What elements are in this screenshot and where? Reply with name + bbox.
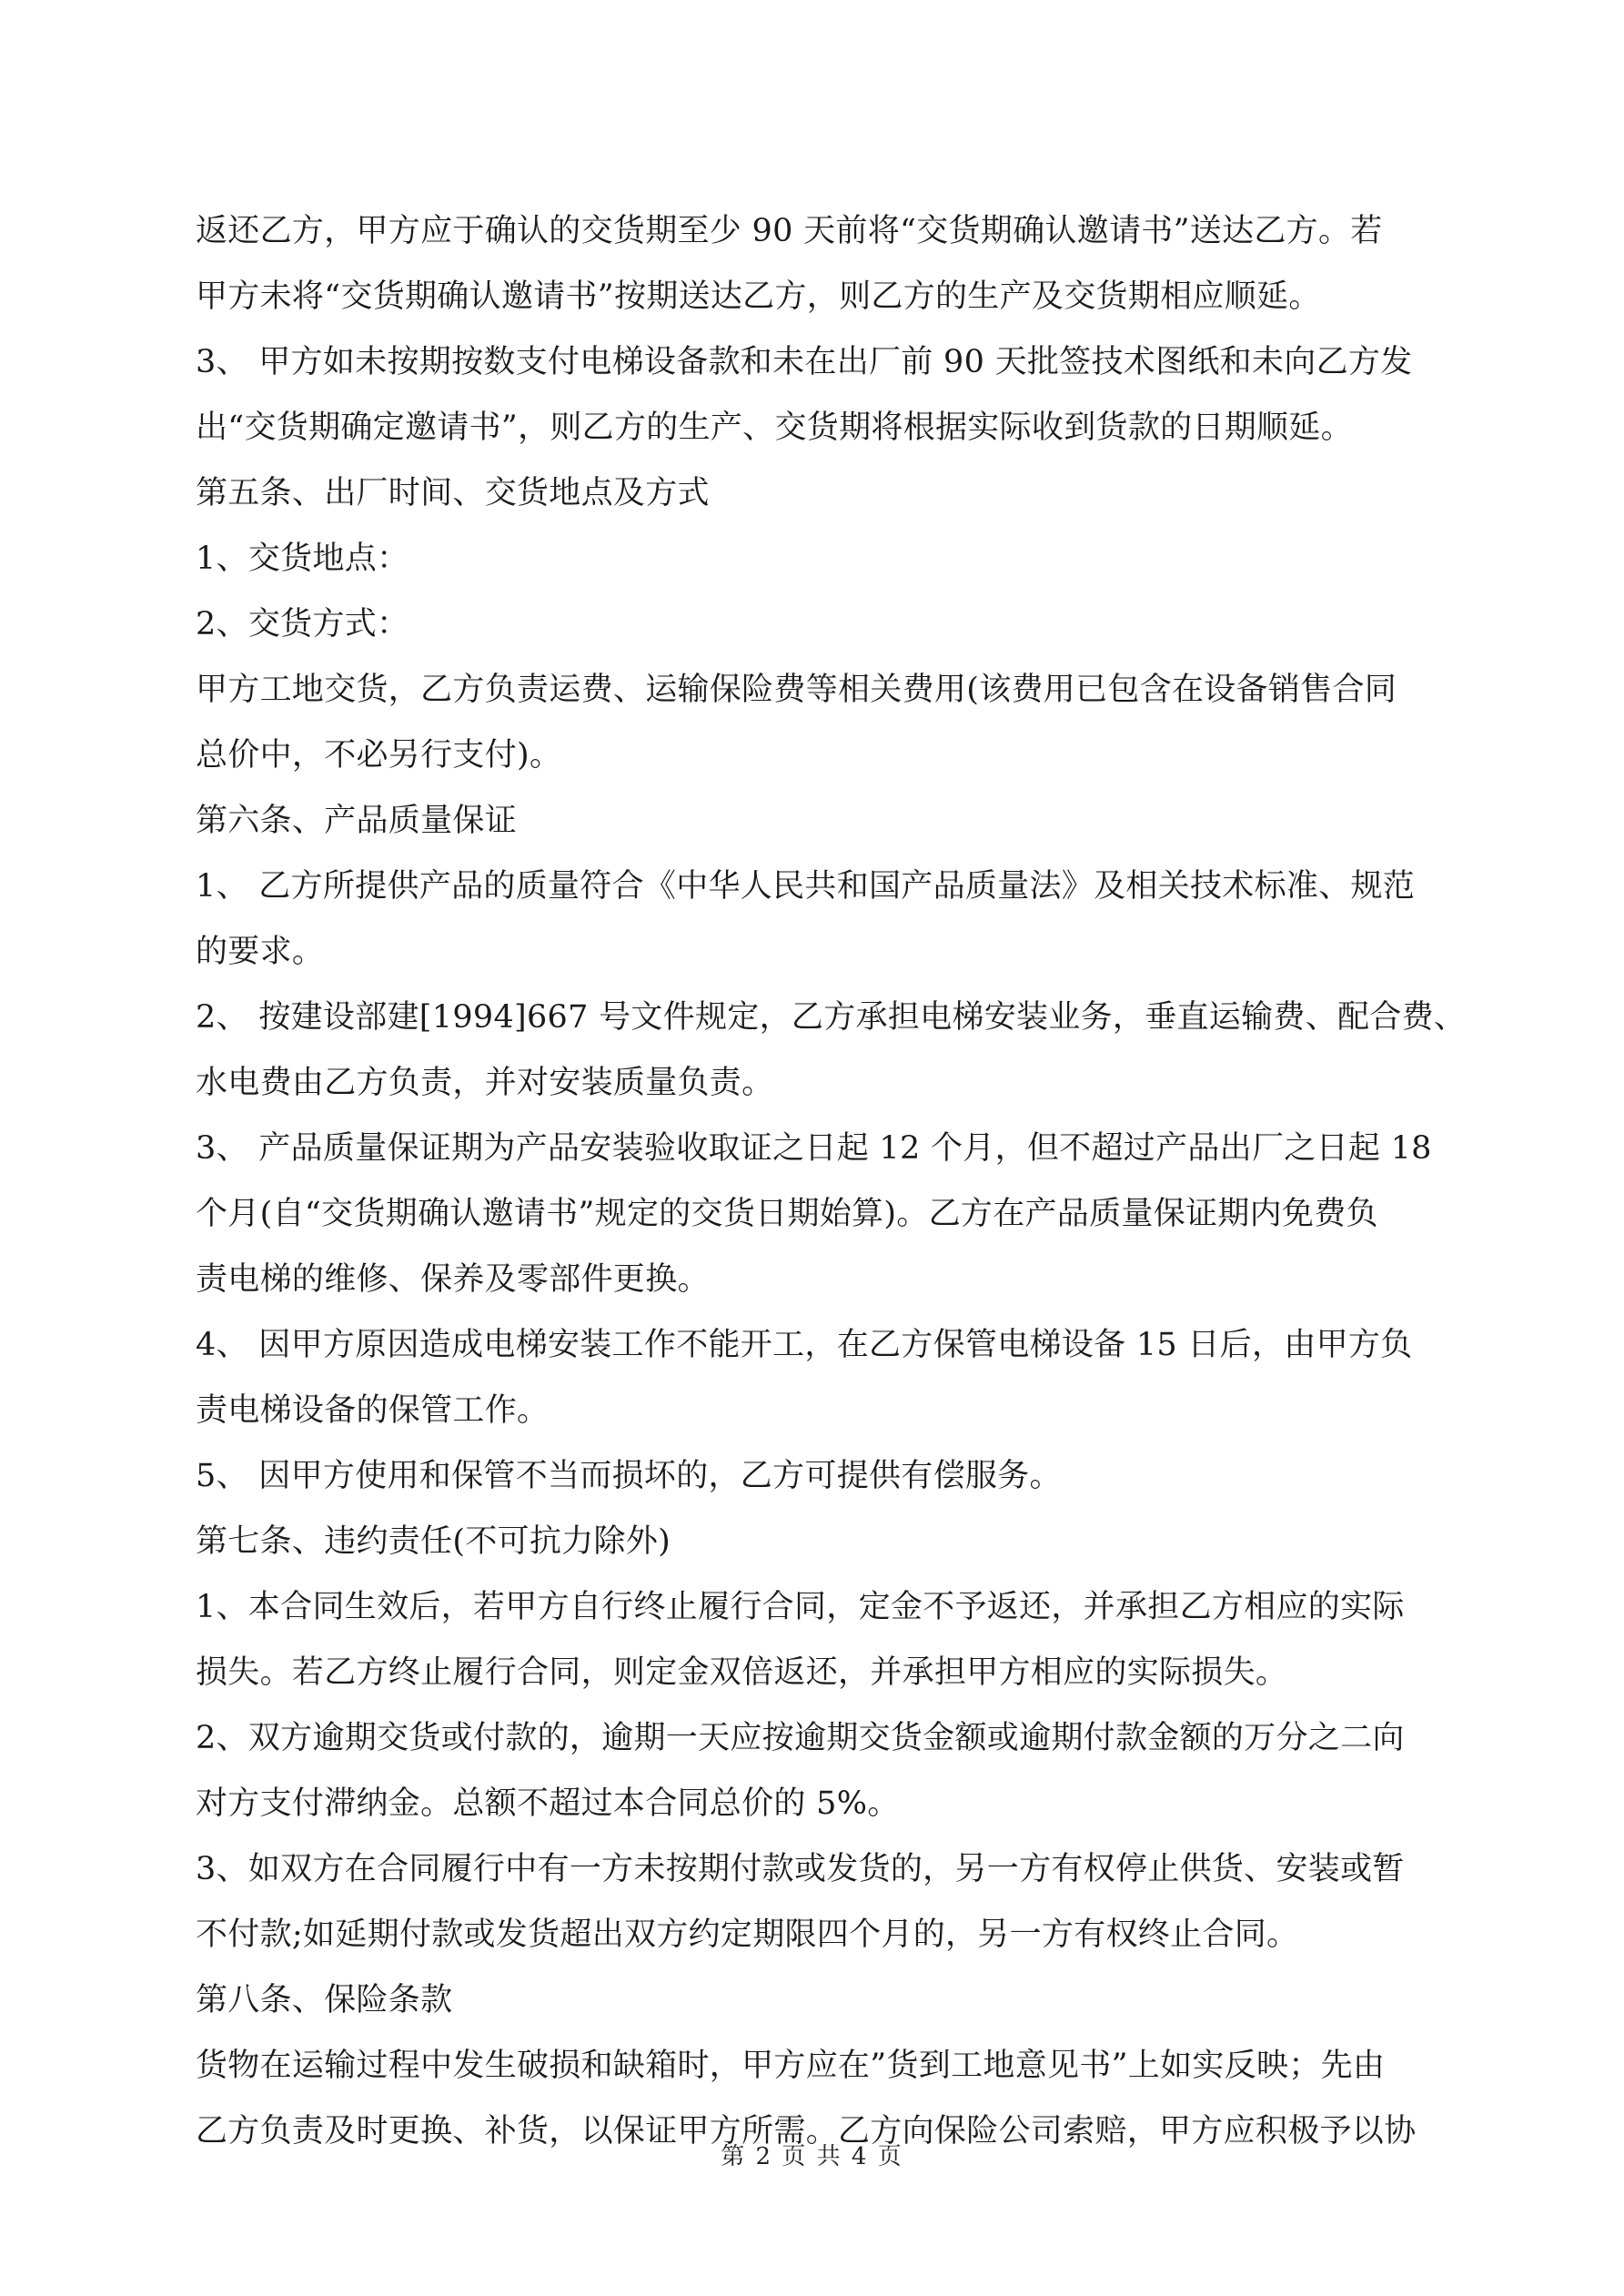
text-line: 责电梯的维修、保养及零部件更换。 — [196, 1261, 710, 1298]
text-line: 1、交货地点： — [196, 541, 409, 577]
text-line: 损失。若乙方终止履行合同，则定金双倍返还，并承担甲方相应的实际损失。 — [196, 1654, 1288, 1691]
text-line: 个月(自“交货期确认邀请书”规定的交货日期始算)。乙方在产品质量保证期内免费负 — [196, 1196, 1378, 1232]
text-line: 2、双方逾期交货或付款的，逾期一天应按逾期交货金额或逾期付款金额的万分之二向 — [196, 1720, 1405, 1756]
text-line: 的要求。 — [196, 934, 325, 970]
text-line: 3、如双方在合同履行中有一方未按期付款或发货的，另一方有权停止供货、安装或暂 — [196, 1851, 1405, 1887]
text-line: 3、 产品质量保证期为产品安装验收取证之日起 12 个月，但不超过产品出厂之日起 18 — [196, 1130, 1432, 1167]
text-line: 1、本合同生效后，若甲方自行终止履行合同，定金不予返还，并承担乙方相应的实际 — [196, 1589, 1405, 1625]
text-line: 责电梯设备的保管工作。 — [196, 1392, 550, 1429]
page-footer — [0, 2140, 1624, 2173]
text-line: 3、 甲方如未按期按数支付电梯设备款和未在出厂前 90 天批签技术图纸和未向乙方发 — [196, 344, 1413, 380]
section-heading: 第八条、保险条款 — [196, 1982, 453, 2018]
text-line: 货物在运输过程中发生破损和缺箱时，甲方应在”货到工地意见书”上如实反映；先由 — [196, 2048, 1386, 2084]
text-line: 对方支付滞纳金。总额不超过本合同总价的 5%。 — [196, 1785, 900, 1822]
text-line: 出“交货期确定邀请书”，则乙方的生产、交货期将根据实际收到货款的日期顺延。 — [196, 410, 1353, 446]
section-heading: 第五条、出厂时间、交货地点及方式 — [196, 475, 710, 511]
text-line: 甲方工地交货，乙方负责运费、运输保险费等相关费用(该费用已包含在设备销售合同 — [196, 672, 1397, 708]
text-line: 甲方未将“交货期确认邀请书”按期送达乙方，则乙方的生产及交货期相应顺延。 — [196, 278, 1321, 315]
text-line: 不付款;如延期付款或发货超出双方约定期限四个月的，另一方有权终止合同。 — [196, 1917, 1299, 1953]
section-heading: 第七条、违约责任(不可抗力除外) — [196, 1523, 671, 1560]
text-line: 乙方负责及时更换、补货，以保证甲方所需。乙方向保险公司索赔，甲方应积极予以协 — [196, 2113, 1417, 2149]
page-number: 第 2 页 共 4 页 — [721, 2143, 903, 2170]
text-line: 总价中，不必另行支付)。 — [196, 737, 562, 774]
text-line: 水电费由乙方负责，并对安装质量负责。 — [196, 1065, 774, 1101]
section-heading: 第六条、产品质量保证 — [196, 803, 518, 839]
text-line: 2、 按建设部建[1994]667 号文件规定，乙方承担电梯安装业务，垂直运输费、配合费、 — [196, 999, 1467, 1036]
text-line: 1、 乙方所提供产品的质量符合《中华人民共和国产品质量法》及相关技术标准、规范 — [196, 868, 1416, 905]
text-line: 返还乙方，甲方应于确认的交货期至少 90 天前将“交货期确认邀请书”送达乙方。若 — [196, 213, 1383, 249]
document-body — [196, 198, 1467, 2164]
text-line: 5、 因甲方使用和保管不当而损坏的，乙方可提供有偿服务。 — [196, 1458, 1062, 1494]
text-line: 4、 因甲方原因造成电梯安装工作不能开工，在乙方保管电梯设备 15 日后，由甲方负 — [196, 1327, 1413, 1363]
text-line: 2、交货方式： — [196, 606, 409, 642]
